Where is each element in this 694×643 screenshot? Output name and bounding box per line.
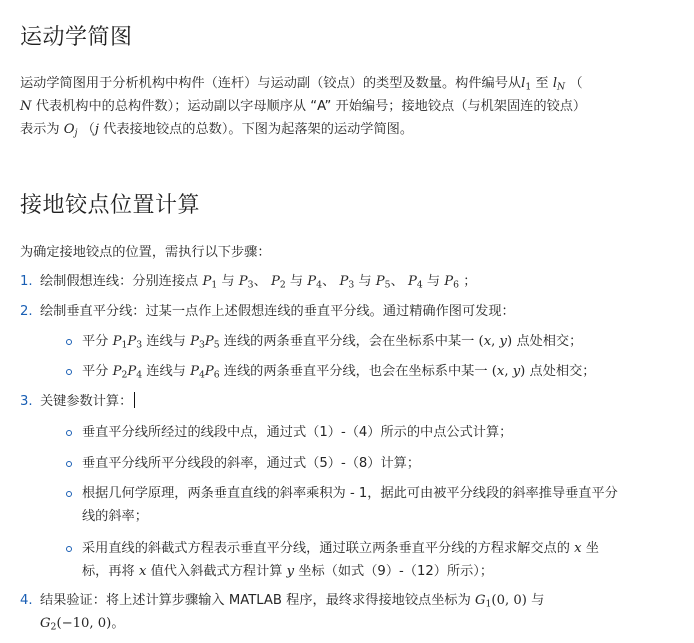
paragraph-line-3: 表示为 $O_j$ （j 代表接地铰点的总数）。下图为起落架的运动学简图。: [20, 122, 414, 139]
math-Oj: $O_j$: [63, 122, 78, 139]
math-N: N: [20, 99, 32, 114]
paragraph-line-2: N 代表机构中的总构件数）；运动副以字母顺序从 “A” 开始编号；接地铰点（与机架固连的铰点）: [20, 99, 587, 114]
list-item-text[interactable]: 关键参数计算：: [40, 390, 680, 413]
bullet-circle-icon: [66, 339, 72, 345]
bullet-circle-icon: [66, 430, 72, 436]
list-number: 2.: [20, 304, 33, 319]
list-number: 4.: [20, 593, 33, 608]
document-page: 运动学简图 运动学简图用于分析机构中构件（连杆）与运动副（铰点）的类型及数量。构件编号从$l_1$ 至 $l_N$ （ N 代表机构中的总构件数）；运动副以字母顺序从 “A” 开始编号；接地铰点（与机架固连的铰点） 表示为 $O_j$ （j 代表接地铰点的总数）。下图为起落架的运动学简图。 接地铰点位置计算 为确定接地铰点的位置，需执行以下步骤： 1. 绘制假想连线：分别连接点 $P_1$ 与 $P_3$、 $P_2$ 与 $P_4$、 $P_3$ 与 $P_5$、 $P_4$ 与 $P_6$ ； 2. 绘制垂直平分线：过某一点作上述假想连线的垂直平分线。通过精确作图可发现： 平分 $P_1P_3$ 连线与 $P_3P_5$ 连线的两条垂直平分线，会在坐标系中某一 (x, y) 点处相交； 平分 $P_2P_4$ 连线与 $P_4P_6$ 连线的两条垂直平分线，也会在坐标系中某一 (x, y) 点处相交； 3. 关键参数计算： 垂直平分线所经过的线段中点，通过式（1）-（4）所示的中点公式计算； 垂直平分线所平分线段的斜率，通过式（5）-（8）计算； 根据几何学原理，两条垂直直线的斜率乘积为 - 1，据此可由被平分线段的斜率推导垂直平分 线的斜率； 采用直线的斜截式方程表示垂直平分线，通过联立两条垂直平分线的方程求解交点的 x 坐 标，再将 x 值代入斜截式方程计算 y 坐标（如式（9）-（12）所示）； 4. 结果验证：将上述计算步骤输入 MATLAB 程序，最终求得接地铰点坐标为 $G_1(0$, 0) 与 $G_2(-10$, 0)。: [0, 0, 694, 643]
paragraph-line-1: 运动学简图用于分析机构中构件（连杆）与运动副（铰点）的类型及数量。构件编号从$l_1$ 至 $l_N$ （: [20, 76, 583, 93]
bullet-circle-icon: [66, 369, 72, 375]
bullet-circle-icon: [66, 491, 72, 497]
list-item-text: 绘制垂直平分线：过某一点作上述假想连线的垂直平分线。通过精确作图可发现：: [40, 304, 515, 319]
list-item-text: 结果验证：将上述计算步骤输入 MATLAB 程序，最终求得接地铰点坐标为 $G_1(0$, 0) 与 $G_2(-10$, 0)。: [40, 593, 545, 633]
section-title-ground-pivot: 接地铰点位置计算: [20, 193, 201, 218]
list-item-text: 绘制假想连线：分别连接点 $P_1$ 与 $P_3$、 $P_2$ 与 $P_4$、 $P_3$ 与 $P_5$、 $P_4$ 与 $P_6$ ；: [40, 274, 477, 291]
math-j: j: [94, 122, 99, 137]
bullet-circle-icon: [66, 461, 72, 467]
kinematic-diagram-paragraph: [20, 72, 680, 141]
text-cursor: [134, 392, 135, 408]
math-l1: $l_1$: [521, 76, 532, 93]
steps-intro: 为确定接地铰点的位置，需执行以下步骤：: [20, 245, 271, 260]
section-title-kinematic-diagram: 运动学简图: [20, 25, 133, 50]
list-number: 3.: [20, 394, 33, 409]
bullet-circle-icon: [66, 546, 72, 552]
math-lN: $l_N$: [552, 76, 566, 93]
list-number: 1.: [20, 274, 33, 289]
